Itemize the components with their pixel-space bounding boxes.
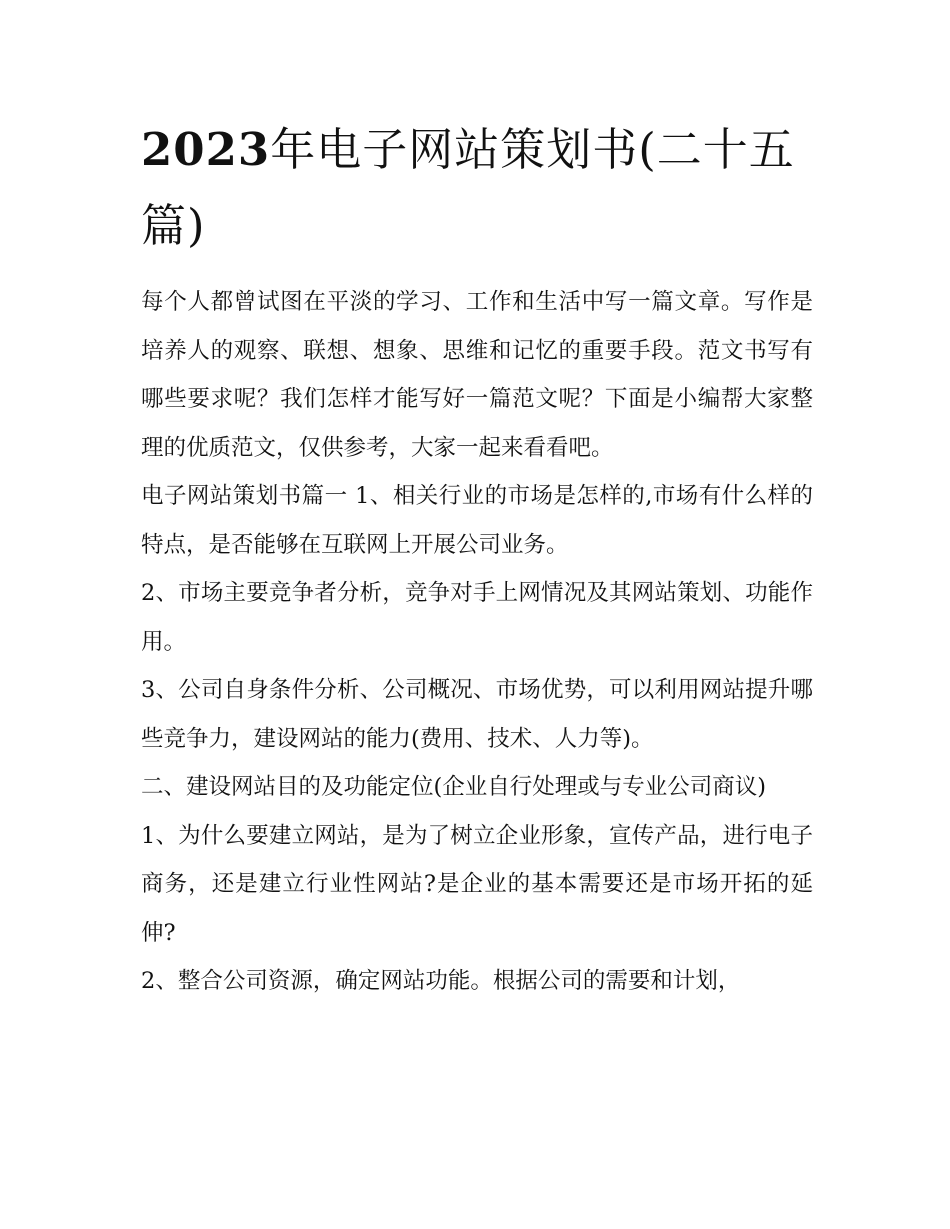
section-1-paragraph: 电子网站策划书篇一 1、相关行业的市场是怎样的,市场有什么样的特点，是否能够在互联网上开展公司业务。 — [141, 483, 813, 558]
website-purpose-paragraph: 1、为什么要建立网站，是为了树立企业形象，宣传产品，进行电子商务，还是建立行业性网站?是企业的基本需要还是市场开拓的延伸? — [141, 822, 813, 946]
document-title — [141, 112, 813, 264]
title-year: 2023 — [141, 123, 271, 176]
resource-integration-paragraph: 2、整合公司资源，确定网站功能。根据公司的需要和计划， — [141, 968, 741, 994]
company-analysis-paragraph: 3、公司自身条件分析、公司概况、市场优势，可以利用网站提升哪些竞争力，建设网站的能力(费用、技术、人力等)。 — [141, 677, 813, 752]
intro-paragraph: 每个人都曾试图在平淡的学习、工作和生活中写一篇文章。写作是培养人的观察、联想、想象、思维和记忆的重要手段。范文书写有哪些要求呢？我们怎样才能写好一篇范文呢？下面是小编帮大家整理的优质范文，仅供参考，大家一起来看看吧。 — [141, 289, 813, 461]
document-page — [141, 112, 813, 1006]
section-heading-2: 二、建设网站目的及功能定位(企业自行处理或与专业公司商议) — [141, 774, 767, 800]
document-body — [141, 278, 813, 1006]
title-text: 年电子网站策划书(二十五篇) — [141, 123, 795, 252]
competitor-analysis-paragraph: 2、市场主要竞争者分析，竞争对手上网情况及其网站策划、功能作用。 — [141, 580, 813, 655]
